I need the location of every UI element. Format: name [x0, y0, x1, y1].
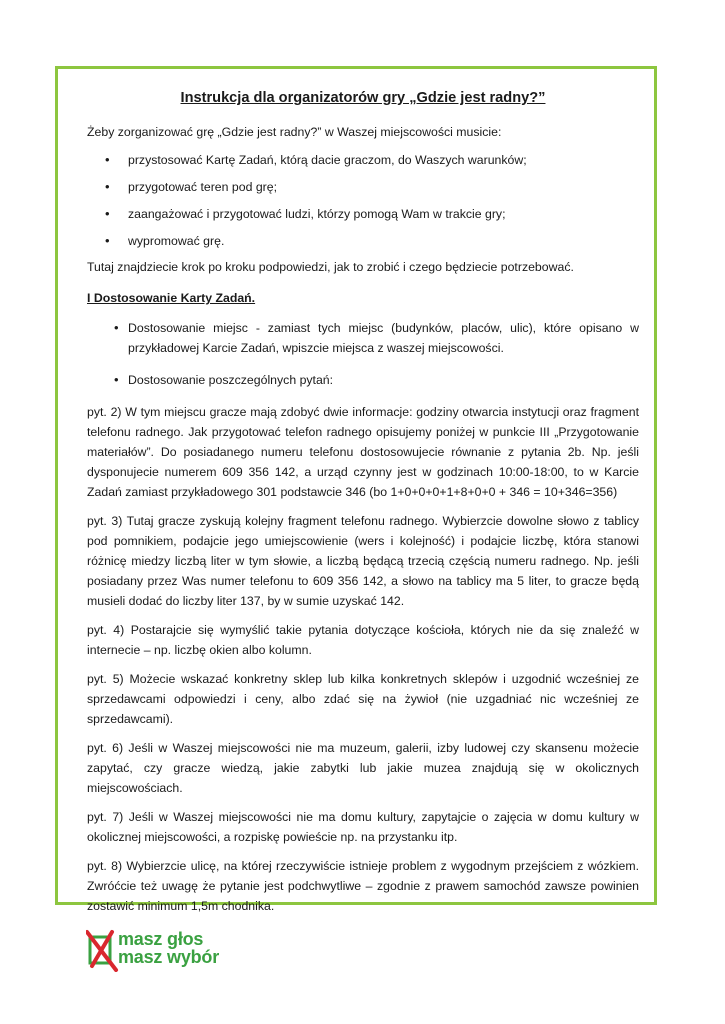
list-item: • Dostosowanie miejsc - zamiast tych miejsc (budynków, placów, ulic), które opisano w przykładowej Karcie Zadań, wpiszcie miejsca z waszej miejscowości.: [87, 318, 639, 358]
question-paragraph: pyt. 8) Wybierzcie ulicę, na której rzeczywiście istnieje problem z wygodnym przejściem z wózkiem. Zwróćcie też uwagę że pytanie jest podchwytliwe – zgodnie z prawem samochód zawsze powinien zostawić minimum 1,5m chodnika.: [87, 859, 639, 913]
question-paragraph: pyt. 5) Możecie wskazać konkretny sklep lub kilka konkretnych sklepów i uzgodnić wcześniej ze sprzedawcami odpowiedzi i ceny, albo zdać się na żywioł (nie uzgadniać nic wcześniej ze sprzedawcami).: [87, 672, 639, 726]
question-paragraph: pyt. 6) Jeśli w Waszej miejscowości nie ma muzeum, galerii, izby ludowej czy skansenu możecie zapytać, czy gracze wiedzą, jakie zabytki lub jakie muzea znajdują się w okolicznych miejscowościach.: [87, 741, 639, 795]
adaptation-list: [87, 318, 639, 390]
list-item: • wypromować grę.: [87, 231, 639, 251]
list-item: • przystosować Kartę Zadań, którą dacie graczom, do Waszych warunków;: [87, 150, 639, 170]
intro-paragraph: Żeby zorganizować grę „Gdzie jest radny?” w Waszej miejscowości musicie:: [87, 125, 502, 139]
task-list: [87, 150, 639, 251]
question-paragraph: pyt. 2) W tym miejscu gracze mają zdobyć dwie informacje: godziny otwarcia instytucji oraz fragment telefonu radnego. Jak przygotować telefon radnego opisujemy poniżej w punkcie III „Przygotowanie materiałów”. Do posiadanego numeru telefonu dostosowujecie równanie z pytania 2b. Np. jeśli dysponujecie numerem 609 356 142, a urząd czynny jest w godzinach 10:00-18:00, to w Karcie Zadań zamiast przykładowego 301 podstawcie 346 (bo 1+0+0+0+1+8+0+0 + 346 = 10+346=356): [87, 405, 639, 499]
question-paragraph: pyt. 7) Jeśli w Waszej miejscowości nie ma domu kultury, zapytajcie o zajęcia w domu kultury w okolicznej miejscowości, a rozpiskę powieście np. na przystanku itp.: [87, 810, 639, 844]
campaign-logo: [86, 928, 246, 972]
tip-paragraph: Tutaj znajdziecie krok po kroku podpowiedzi, jak to zrobić i czego będziecie potrzebować.: [87, 260, 574, 274]
ballot-x-icon: [86, 928, 120, 972]
list-item: • przygotować teren pod grę;: [87, 177, 639, 197]
question-paragraph: pyt. 4) Postarajcie się wymyślić takie pytania dotyczące kościoła, których nie da się znaleźć w internecie – np. liczbę okien albo kolumn.: [87, 623, 639, 657]
document-title: Instrukcja dla organizatorów gry „Gdzie jest radny?”: [180, 90, 546, 106]
list-item: • Dostosowanie poszczególnych pytań:: [87, 370, 639, 390]
list-item: • zaangażować i przygotować ludzi, którzy pomogą Wam w trakcie gry;: [87, 204, 639, 224]
logo-text-line1: masz głos: [118, 929, 204, 949]
section-heading: I Dostosowanie Karty Zadań.: [87, 291, 256, 305]
question-paragraph: pyt. 3) Tutaj gracze zyskują kolejny fragment telefonu radnego. Wybierzcie dowolne słowo z tablicy pod pomnikiem, podajcie jego umiejscowienie (wers i kolejność) i podajcie liczbę, która stanowi różnicę miedzy liczbą liter w tym słowie, a liczbą będącą trzecią częścią numeru radnego. Np. jeśli posiadany przez Was numer telefonu to 609 356 142, a słowo na tablicy ma 5 liter, to gracze będą musieli dodać do liczby liter 137, by w sumie uzyskać 142.: [87, 514, 639, 608]
document-body: [87, 88, 639, 925]
logo-text-line2: masz wybór: [118, 947, 220, 967]
